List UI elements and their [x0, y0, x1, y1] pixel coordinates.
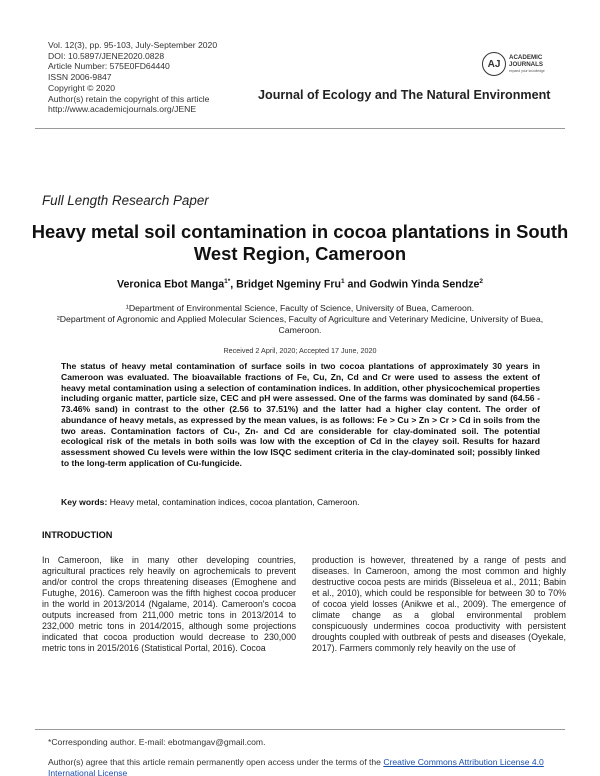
abstract: The status of heavy metal contamination of surface soils in two cocoa plantations of approximately 30 years in Cameroon was evaluated. The bioavailable fractions of Fe, Cu, Zn, Cd and Cr were used to assess the extent of heavy metal contamination using a selection of contamination indices. In addition, other physicochemical properties including organic matter, particle size, CEC and pH were assessed. One of the farms was dominated by sand (64.56 - 73.46% sand) in contrast to the other (2.56 to 37.51%) and the latter had a higher clay content. The order of abundance of heavy metals, as expressed by the mean values, is as follows: Fe > Cu > Zn > Cr > Cd in soils from the two areas. Contamination factors of Cu-, Zn- and Cd are considerable for clay-dominated soil. The potential ecological risk of the metals in both soils was low with the exception of Cd in the clayey soil. Results for hazard assessment showed Cu levels were within the low ISQC sediment criteria in the clay-dominated soil; possibly linked to the long-term application of Cu-fungicide. [61, 361, 540, 468]
affiliation-1: ¹Department of Environmental Science, Faculty of Science, University of Buea, Cameroon. [125, 303, 475, 313]
article-metadata [48, 40, 217, 115]
introduction-column-left: In Cameroon, like in many other developing countries, agricultural practices rely heavily on agrochemicals to prevent and/or control the crops threatening diseases (Emoghene and Futughe, 2016). Cameroon was the fifth highest cocoa producer in the world in 2013/2014 (Ngalame, 2014). Cameroon's cocoa outputs increased from 211,000 metric tons in 2013/2014 to 232,000 metric tons in 2014/2015, although some projections indicated that cocoa production would decrease to 230,000 metric tons in 2015/2016 (Statistical Portal, 2016). Cocoa [42, 555, 296, 653]
received-accepted-dates: Received 2 April, 2020; Accepted 17 June, 2020 [223, 346, 377, 355]
author-list [30, 278, 570, 291]
journal-name: Journal of Ecology and The Natural Environment [258, 88, 551, 102]
paper-type: Full Length Research Paper [42, 193, 209, 208]
meta-copyright: Copyright © 2020 [48, 82, 116, 93]
author-name: Godwin Yinda Sendze [369, 278, 480, 291]
author-separator: , [230, 278, 237, 291]
license-link[interactable]: Creative Commons Attribution License 4.0 International License [48, 757, 544, 776]
section-heading-introduction: INTRODUCTION [42, 530, 113, 540]
meta-volume: Vol. 12(3), pp. 95-103, July-September 2020 [48, 40, 218, 50]
publisher-name-line1: ACADEMIC [509, 53, 543, 61]
meta-issn: ISSN 2006-9847 [48, 72, 112, 83]
license-notice [48, 757, 568, 776]
paper-title: Heavy metal soil contamination in cocoa plantations in South West Region, Cameroon [31, 221, 569, 264]
publisher-tagline: expand your knowledge [509, 68, 545, 73]
meta-author-rights: Author(s) retain the copyright of this article [48, 93, 210, 104]
meta-article-number: Article Number: 575E0FD64440 [48, 61, 170, 72]
author-affiliation-mark: 1* [224, 278, 231, 285]
aj-logo-icon: AJ [482, 52, 506, 76]
author-affiliation-mark: 2 [479, 278, 484, 285]
keywords-label: Key words: [61, 497, 108, 507]
author-separator: and [344, 278, 370, 291]
author-name: Veronica Ebot Manga [116, 278, 225, 291]
author-affiliation-mark: 1 [340, 278, 345, 285]
publisher-logo [482, 52, 545, 76]
affiliation-2: ²Department of Agronomic and Applied Molecular Sciences, Faculty of Agriculture and Veterinary Medicine, University of Buea, Cameroon. [56, 314, 544, 335]
meta-doi: DOI: 10.5897/JENE2020.0828 [48, 50, 165, 61]
keywords-text: Heavy metal, contamination indices, cocoa plantation, Cameroon. [107, 497, 360, 507]
meta-journal-url: http://www.academicjournals.org/JENE [48, 104, 197, 115]
author-name: Bridget Ngeminy Fru [236, 278, 341, 291]
license-text: Author(s) agree that this article remain permanently open access under the terms of the [48, 757, 384, 767]
footnote-divider [35, 729, 565, 730]
publisher-name [509, 54, 545, 75]
keywords [61, 497, 540, 507]
corresponding-author-footnote: *Corresponding author. E-mail: ebotmangav@gmail.com. [48, 737, 266, 747]
affiliations [44, 303, 556, 336]
introduction-column-right: production is however, threatened by a range of pests and diseases. In Cameroon, among the most common and highly destructive cocoa pests are mirids (Bisseleua et al., 2011; Babin et al., 2010), which could be responsible for between 30 to 70% of cocoa yield losses (Anikwe et al., 2009). The emergence of climate change as a global environmental problem conspicuously undermines cocoa productivity with persistent droughts coupled with outbreak of pests and diseases (Oyekale, 2017). Farmers commonly rely heavily on the use of [312, 555, 566, 653]
publisher-name-line2: JOURNALS [509, 60, 544, 68]
header-divider [35, 128, 565, 129]
